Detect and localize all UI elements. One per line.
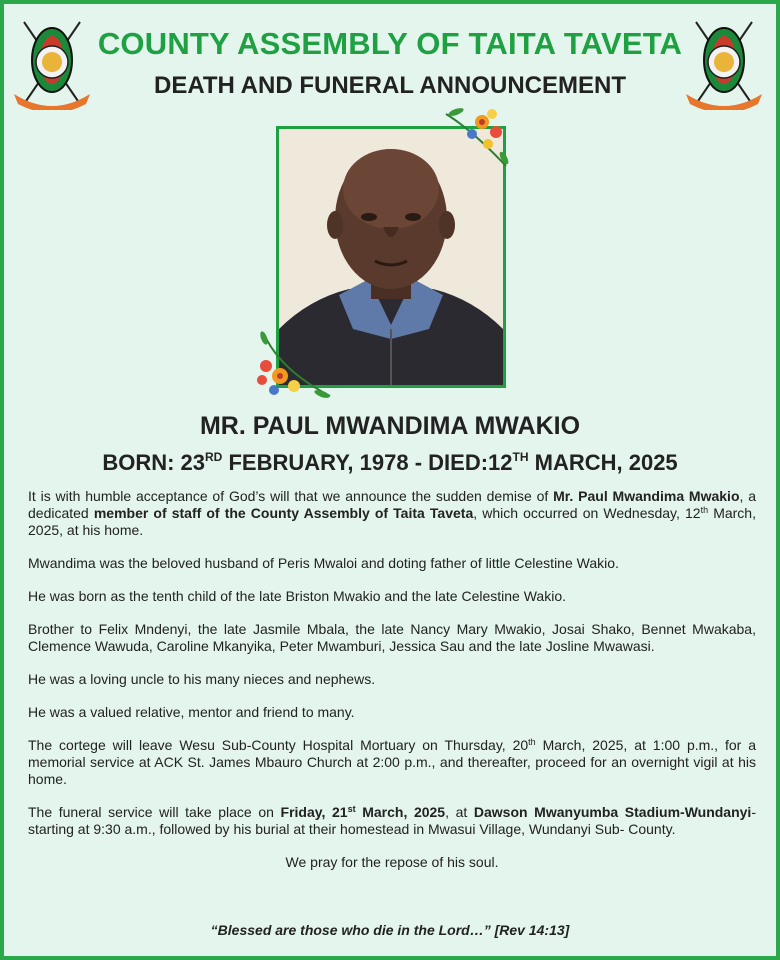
prayer-line: We pray for the repose of his soul.: [285, 854, 499, 870]
born-suffix: RD: [205, 450, 223, 464]
flower-decoration-icon: [250, 330, 334, 408]
text: , which occurred on Wednesday, 12: [473, 505, 701, 521]
staff-role: member of staff of the County Assembly of Taita Taveta: [93, 505, 474, 521]
deceased-name: MR. PAUL MWANDIMA MWAKIO: [199, 412, 581, 440]
text: - starting at 9:30 a.m., followed by his burial at their homestead in Mwasui Village, Wundanyi Sub- County.: [28, 804, 756, 837]
died-suffix: TH: [512, 450, 529, 464]
ordinal-suffix: st: [347, 804, 356, 814]
text: March, 2025, at 1:00 p.m., for a memorial service at ACK St. James Mbauro Church at 2:00 p.m., and thereafter, proceed for an overnight vigil at his home.: [28, 737, 756, 787]
born-label: BORN: 23: [102, 450, 205, 475]
text: March, 2025: [355, 804, 446, 820]
announcement-title: DEATH AND FUNERAL ANNOUNCEMENT: [154, 72, 626, 99]
text: , at: [445, 804, 474, 820]
text: March, 2025, at his home.: [28, 505, 756, 538]
paragraph-funeral: [28, 804, 756, 838]
died-rest: MARCH, 2025: [528, 450, 678, 475]
text: It is with humble acceptance of God’s will that we announce the sudden demise of: [28, 488, 554, 504]
text: , a dedicated: [28, 488, 757, 521]
funeral-venue: Dawson Mwanyumba Stadium-Wundanyi: [473, 804, 752, 820]
paragraph-birth: He was born as the tenth child of the late Briston Mwakio and the late Celestine Wakio.: [28, 588, 566, 604]
born-rest: FEBRUARY, 1978 - DIED:12: [222, 450, 513, 475]
paragraph-siblings: Brother to Felix Mndenyi, the late Jasmile Mbala, the late Nancy Mary Mwakio, Josai Shako, Bennet Mwakaba, Clemence Wawuda, Caroline Mkanyika, Peter Mwamburi, Jessica Sau and the late Josline Mwawasi.: [28, 621, 756, 654]
birth-death-dates: [0, 450, 780, 476]
paragraph-cortege: [28, 737, 756, 788]
text: The cortege will leave Wesu Sub-County Hospital Mortuary on Thursday, 20: [28, 737, 529, 753]
paragraph-relative: He was a valued relative, mentor and friend to many.: [28, 704, 355, 720]
scripture-quote: “Blessed are those who die in the Lord…” [Rev 14:13]: [210, 922, 570, 938]
ordinal-suffix: th: [700, 505, 709, 515]
deceased-name-inline: Mr. Paul Mwandima Mwakio: [553, 488, 740, 504]
text: The funeral service will take place on: [28, 804, 281, 820]
paragraph-family: Mwandima was the beloved husband of Peris Mwaloi and doting father of little Celestine Wakio.: [28, 555, 619, 571]
flower-decoration-icon: [442, 100, 522, 172]
paragraph-uncle: He was a loving uncle to his many nieces and nephews.: [28, 671, 376, 687]
funeral-date: [281, 804, 446, 820]
announcement-body: [28, 488, 756, 887]
text: Friday, 21: [280, 804, 348, 820]
paragraph-intro: [28, 488, 756, 539]
organization-title: COUNTY ASSEMBLY OF TAITA TAVETA: [97, 26, 683, 61]
ordinal-suffix: th: [528, 737, 536, 747]
